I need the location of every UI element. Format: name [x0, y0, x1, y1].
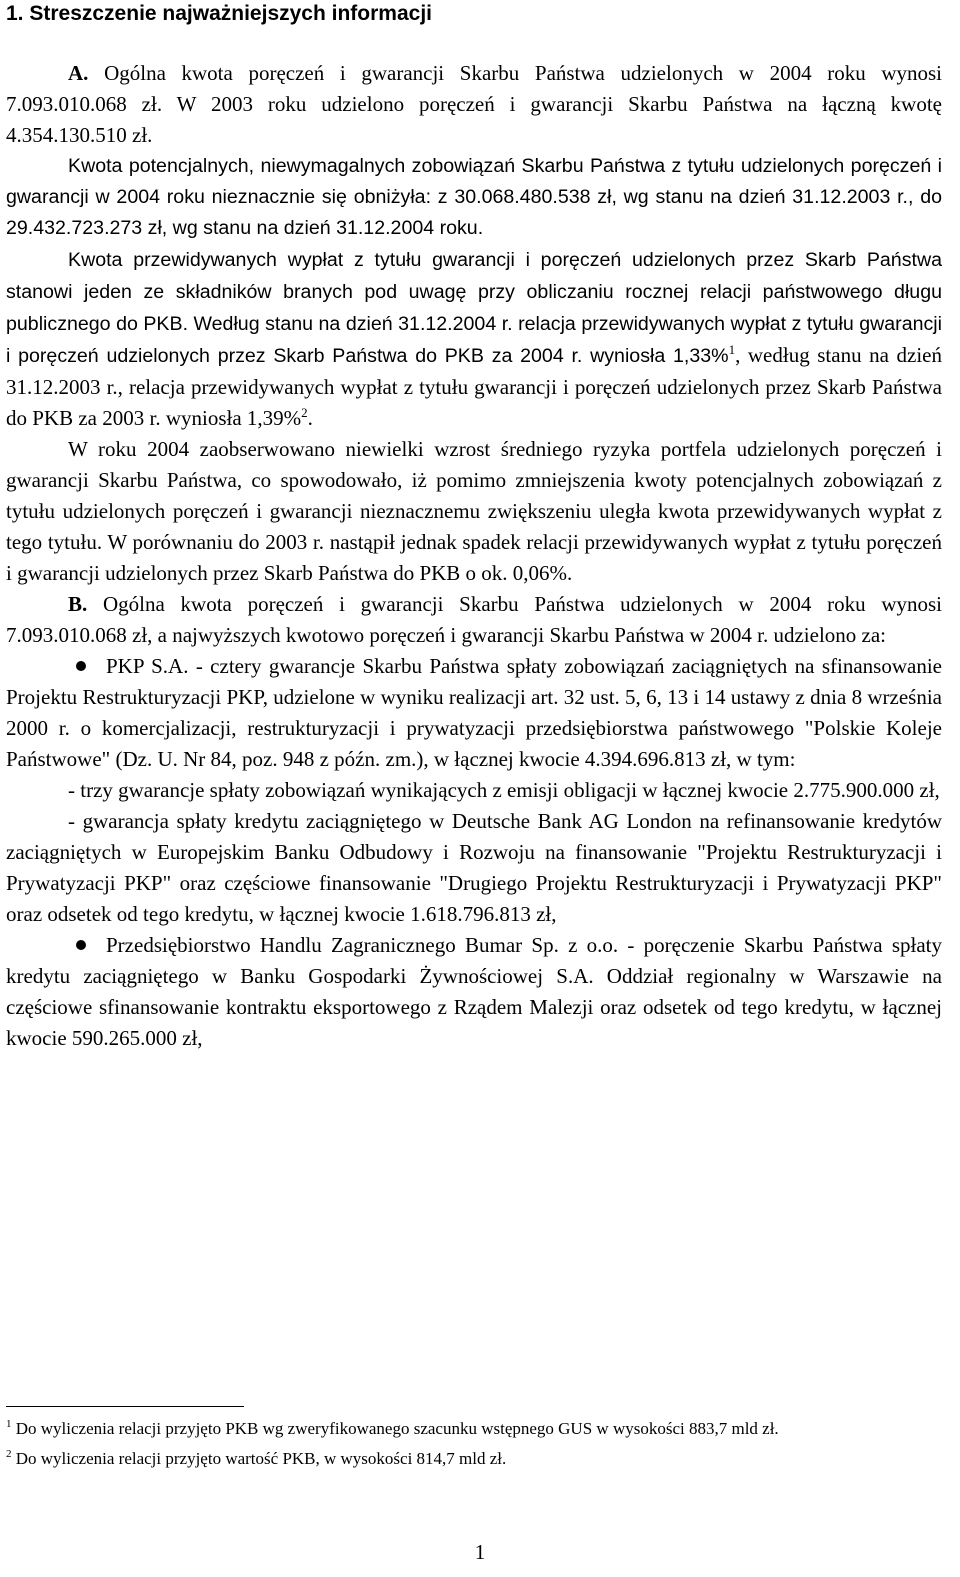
paragraph-a4: W roku 2004 zaobserwowano niewielki wzrost średniego ryzyka portfela udzielonych poręczeń i gwarancji Skarbu Państwa, co spowodowało, iż pomimo zmniejszenia kwoty potencjalnych zobowiązań z tytułu udzielonych poręczeń i gwarancji nieznacznemu zwiększeniu uległa kwota przewidywanych wypłat z tego tytułu. W porównaniu do 2003 r. nastąpił jednak spadek relacji przewidywanych wypłat z tytułu poręczeń i gwarancji udzielonych przez Skarb Państwa do PKB o ok. 0,06%.	[6, 437, 942, 585]
footnotes	[6, 1417, 954, 1477]
document-body	[6, 58, 942, 1054]
paragraph-b1: B. Ogólna kwota poręczeń i gwarancji Skarbu Państwa udzielonych w 2004 roku wynosi 7.093.010.068 zł, a najwyższych kwotowo poręczeń i gwarancji Skarbu Państwa w 2004 r. udzielono za:	[6, 592, 942, 647]
paragraph-a2: Kwota potencjalnych, niewymagalnych zobowiązań Skarbu Państwa z tytułu udzielonych poręczeń i gwarancji w 2004 roku nieznacznie się obniżyła: z 30.068.480.538 zł, wg stanu na dzień 31.12.2003 r., do 29.432.723.273 zł, wg stanu na dzień 31.12.2004 roku.	[6, 155, 942, 239]
paragraph-a3: Kwota przewidywanych wypłat z tytułu gwarancji i poręczeń udzielonych przez Skarb Państwa stanowi jeden ze składników branych pod uwagę przy obliczaniu rocznej relacji państwowego długu publicznego do PKB. Według stanu na dzień 31.12.2004 r. relacja przewidywanych wypłat z tytułu gwarancji i poręczeń udzielonych przez Skarb Państwa do PKB za 2004 r. wyniosła 1,33%$^1$, według stanu na dzień 31.12.2003 r., relacja przewidywanych wypłat z tytułu gwarancji i poręczeń udzielonych przez Skarb Państwa do PKB za 2003 r. wyniosła 1,39%$^2$.	[6, 249, 942, 430]
bullet-item-bumar: Przedsiębiorstwo Handlu Zagranicznego Bumar Sp. z o.o. - poręczenie Skarbu Państwa spłaty kredytu zaciągniętego w Banku Gospodarki Żywnościowej S.A. Oddział regionalny w Warszawie na częściowe sfinansowanie kontraktu eksportowego z Rządem Malezji oraz odsetek od tego kredytu, w łącznej kwocie 590.265.000 zł,	[6, 933, 942, 1050]
footnote-1: $^1$ Do wyliczenia relacji przyjęto PKB wg zweryfikowanego szacunku wstępnego GUS w wysokości 883,7 mld zł.	[6, 1418, 779, 1438]
bullet-icon	[76, 940, 86, 950]
dash-item-obligacje: - trzy gwarancje spłaty zobowiązań wynikających z emisji obligacji w łącznej kwocie 2.775.900.000 zł,	[68, 778, 940, 802]
footnote-ref-1[interactable]: 1	[728, 342, 736, 357]
section-letter-b: B.	[68, 592, 88, 616]
bullet-item-pkp: PKP S.A. - cztery gwarancje Skarbu Państwa spłaty zobowiązań zaciągniętych na sfinansowanie Projektu Restrukturyzacji PKP, udzielone w wyniku realizacji art. 32 ust. 5, 6, 13 i 14 ustawy z dnia 8 września 2000 r. o komercjalizacji, restrukturyzacji i prywatyzacji przedsiębiorstwa państwowego "Polskie Koleje Państwowe" (Dz. U. Nr 84, poz. 948 z późn. zm.), w łącznej kwocie 4.394.696.813 zł, w tym:	[6, 654, 942, 771]
footnote-ref-2[interactable]: 2	[301, 405, 308, 420]
section-letter-a: A.	[68, 61, 89, 85]
footnote-2: $^2$ Do wyliczenia relacji przyjęto wartość PKB, w wysokości 814,7 mld zł.	[6, 1448, 507, 1468]
paragraph-a1: A. Ogólna kwota poręczeń i gwarancji Skarbu Państwa udzielonych w 2004 roku wynosi 7.093.010.068 zł. W 2003 roku udzielono poręczeń i gwarancji Skarbu Państwa na łączną kwotę 4.354.130.510 zł.	[6, 61, 943, 147]
section-heading: 1. Streszczenie najważniejszych informacji	[6, 2, 432, 25]
bullet-icon	[76, 661, 86, 671]
dash-item-deutsche-bank: - gwarancja spłaty kredytu zaciągniętego w Deutsche Bank AG London na refinansowanie kredytów zaciągniętych w Europejskim Banku Odbudowy i Rozwoju na finansowanie "Projektu Restrukturyzacji i Prywatyzacji PKP" oraz częściowe finansowanie "Drugiego Projektu Restrukturyzacji i Prywatyzacji PKP" oraz odsetek od tego kredytu, w łącznej kwocie 1.618.796.813 zł,	[6, 809, 942, 926]
footnote-divider	[6, 1406, 244, 1407]
page-number: 1	[474, 1540, 486, 1564]
